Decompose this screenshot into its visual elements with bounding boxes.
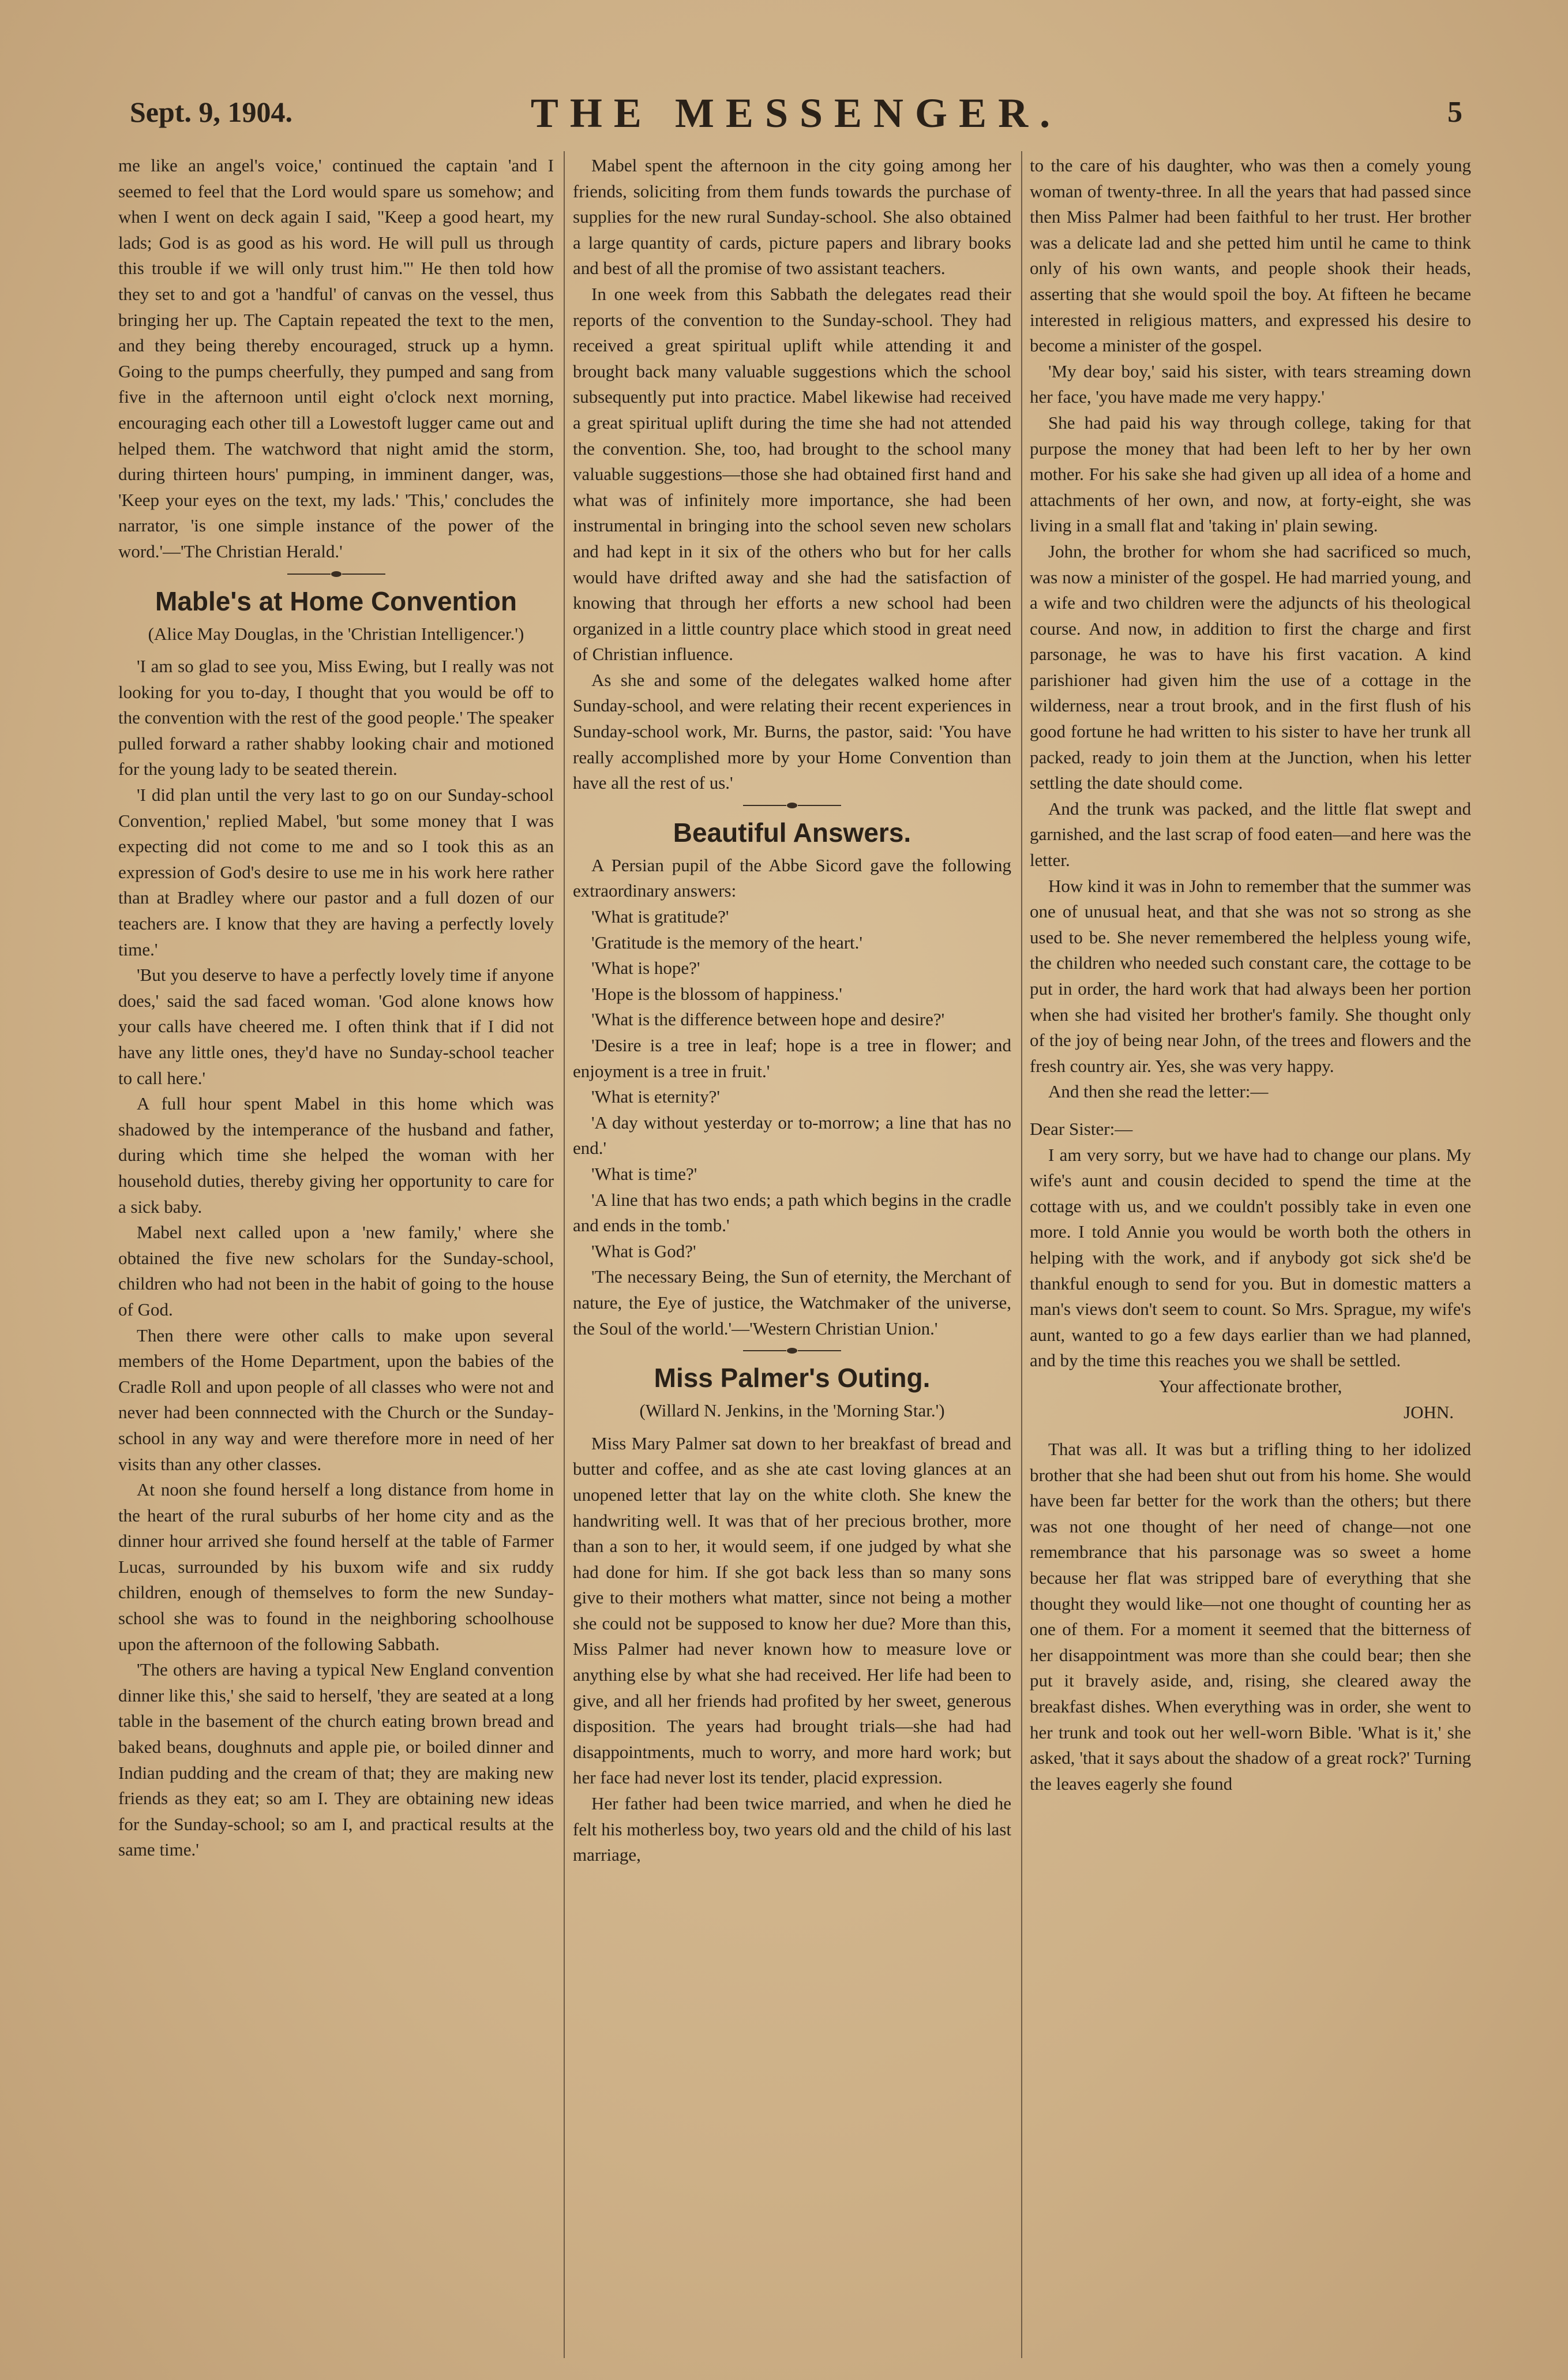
masthead-title: THE MESSENGER. — [530, 90, 1062, 136]
column-1 — [118, 153, 554, 2357]
article-paragraph: And then she read the letter:— — [1048, 1081, 1269, 1102]
article-paragraph: 'But you deserve to have a perfectly lovely time if anyone does,' said the sad faced woman. 'God alone knows how your calls have cheered me. I often think that if I did not have any little ones, they'd have no Sunday-school teacher to call here.' — [118, 965, 554, 1088]
section-divider-ornament — [743, 801, 841, 810]
answer-line: 'What is eternity?' — [591, 1086, 720, 1107]
answer-line: 'What is gratitude?' — [591, 906, 729, 927]
article-paragraph: That was all. It was but a trifling thing to her idolized brother that she had been shut out from his home. She would have been far better for the work than the others; but there was not one thought of her need of change—not one remembrance that his parsonage was so sweet a home because her flat was stripped bare of everything that she thought they would like—not one thought of counting her as one of them. For a moment it seemed that the bitterness of her disappointment was more than she could bear; then she put it bravely aside, and, rising, she cleared away the breakfast dishes. When everything was in order, she went to her trunk and took out her well-worn Bible. 'What is it,' she asked, 'that it says about the shadow of a great rock?' Turning the leaves eagerly she found — [1030, 1439, 1471, 1794]
article-byline: (Willard N. Jenkins, in the 'Morning Star.') — [639, 1400, 945, 1421]
column-rule-right — [1021, 151, 1022, 2358]
article-paragraph: How kind it was in John to remember that the summer was one of unusual heat, and that she was not so strong as she used to be. She never remembered the helpless young wife, the children who needed such constant care, the cottage to be put in order, the hard work that had always been her portion when she had visited her brother's family. She thought only of the joy of being near John, of the trees and flowers and the fresh country air. Yes, she was very happy. — [1030, 875, 1471, 1076]
answer-line: 'The necessary Being, the Sun of eternity, the Merchant of nature, the Eye of justice, the Watchmaker of the universe, the Soul of the world.'—'Western Christian Union.' — [573, 1266, 1011, 1339]
answer-line: 'Desire is a tree in leaf; hope is a tree in flower; and enjoyment is a tree in fruit.' — [573, 1035, 1011, 1081]
answer-line: 'What is time?' — [591, 1163, 697, 1184]
page-number: 5 — [1447, 96, 1462, 129]
article-paragraph: Her father had been twice married, and when he died he felt his motherless boy, two years old and the child of his last marriage, — [573, 1793, 1011, 1865]
article-paragraph: to the care of his daughter, who was then a comely young woman of twenty-three. In all the years that had passed since then Miss Palmer had been faithful to her trust. Her brother was a delicate lad and she petted him until he came to think only of his own wants, and people shook their heads, asserting that she would spoil the boy. At fifteen he became interested in religious matters, and expressed his desire to become a minister of the gospel. — [1030, 155, 1471, 356]
answer-line: 'A line that has two ends; a path which begins in the cradle and ends in the tomb.' — [573, 1189, 1011, 1236]
answer-line: 'Hope is the blossom of happiness.' — [591, 983, 842, 1004]
answers-intro: A Persian pupil of the Abbe Sicord gave the following extraordinary answers: — [573, 854, 1011, 901]
article-paragraph: Mabel spent the afternoon in the city going among her friends, soliciting from them funds towards the purchase of supplies for the new rural Sunday-school. She also obtained a large quantity of cards, picture papers and library books and best of all the promise of two assistant teachers. — [573, 155, 1011, 279]
article-title-beautiful-answers: Beautiful Answers. — [673, 817, 911, 848]
article-byline: (Alice May Douglas, in the 'Christian Intelligencer.') — [148, 623, 524, 644]
article-paragraph: Mabel next called upon a 'new family,' where she obtained the five new scholars for the Sunday-school, children who had not been in the habit of going to the house of God. — [118, 1222, 554, 1320]
article-paragraph: 'The others are having a typical New England convention dinner like this,' she said to herself, 'they are seated at a long table in the basement of the church eating brown bread and baked beans, doughnuts and apple pie, or boiled dinner and Indian pudding and the cream of that; they are making new friends as they eat; so am I. They are obtaining new ideas for the Sunday-school; so am I, and practical results at the same time.' — [118, 1659, 554, 1860]
article-paragraph: Then there were other calls to make upon several members of the Home Department, upon the babies of the Cradle Roll and upon people of all classes who were not and never had been connnected with the Church or the Sunday-school in any way and were therefore more in need of her visits than any other classes. — [118, 1325, 554, 1474]
column-2 — [573, 153, 1011, 2357]
section-divider-ornament — [743, 1346, 841, 1355]
answer-line: 'What is the difference between hope and desire?' — [591, 1009, 945, 1030]
article-paragraph: In one week from this Sabbath the delegates read their reports of the convention to the Sunday-school. They had received a great spiritual uplift while attending it and brought back many valuable suggestions which the school subsequently put into practice. Mabel likewise had received a great spiritual uplift during the time she had not attended the convention. She, too, had brought to the school many valuable suggestions—those she had obtained first hand and what was of infinitely more importance, she had been instrumental in bringing into the school seven new scholars and had kept in it six of the others who but for her calls would have drifted away and she had the satisfaction of knowing that through her efforts a new school had been organized in a little country place which stood in great need of Christian influence. — [573, 283, 1011, 665]
article-paragraph: 'My dear boy,' said his sister, with tears streaming down her face, 'you have made me very happy.' — [1030, 361, 1471, 407]
article-paragraph: Miss Mary Palmer sat down to her breakfast of bread and butter and coffee, and as she ate cast loving glances at an unopened letter that lay on the white cloth. She knew the handwriting well. It was that of her precious brother, more than a son to her, it would seem, if one judged by what she had done for him. If she got back less than so many sons give to their mothers what matter, since not being a mother she could not be supposed to know her due? More than this, Miss Palmer had never known how to measure love or anything else by what she had received. Her life had been to give, and all her friends had profited by her sweet, generous disposition. The years had brought trials—she had had disappointments, much to worry, and more hard work; but her face had never lost its tender, placid expression. — [573, 1433, 1011, 1788]
answer-line: 'What is hope?' — [591, 958, 700, 979]
article-paragraph: As she and some of the delegates walked home after Sunday-school, and were relating their recent experiences in Sunday-school work, Mr. Burns, the pastor, said: 'You have really accomplished more by your Home Convention than have all the rest of us.' — [573, 669, 1011, 793]
section-divider-ornament — [287, 569, 385, 579]
column-rule-left — [564, 151, 565, 2358]
letter-signature: JOHN. — [1404, 1401, 1454, 1422]
page-header — [121, 87, 1471, 150]
article-paragraph: She had paid his way through college, taking for that purpose the money that had been left to her by her own mother. For his sake she had given up all idea of a home and attachments of her own, and now, at forty-eight, she was living in a small flat and 'taking in' plain sewing. — [1030, 412, 1471, 536]
letter-body: I am very sorry, but we have had to change our plans. My wife's aunt and cousin decided to spend the time at the cottage with us, and we couldn't possibly take in even one more. I told Annie you would be worth both the others in helping with the work, and if anybody got sick she'd be thankful enough to send for you. But in domestic matters a man's views don't seem to count. So Mrs. Sprague, my wife's aunt, wanted to go a few days earlier than we had planned, and by the time this reaches you we shall be settled. — [1030, 1144, 1471, 1371]
article-title-miss-palmers-outing: Miss Palmer's Outing. — [654, 1363, 931, 1393]
article-paragraph: 'I did plan until the very last to go on our Sunday-school Convention,' replied Mabel, 'but some money that I was expecting did not come to me and so I took this as an expression of God's desire to use me in his work here rather than at Bradley where our pastor and a full dozen of our teachers are. I know that they are having a perfectly lovely time.' — [118, 785, 554, 960]
article-paragraph: At noon she found herself a long distance from home in the heart of the rural suburbs of her home city and as the dinner hour arrived she found herself at the table of Farmer Lucas, surrounded by his buxom wife and six ruddy children, enough of themselves to form the new Sunday-school she was to found in the neighboring schoolhouse upon the afternoon of the following Sabbath. — [118, 1479, 554, 1654]
answer-line: 'A day without yesterday or to-morrow; a line that has no end.' — [573, 1112, 1011, 1159]
captain-story-paragraph: me like an angel's voice,' continued the captain 'and I seemed to feel that the Lord would spare us somehow; and when I went on deck again I said, "Keep a good heart, my lads; God is as good as his word. He will pull us through this trouble if we will only trust him."' He then told how they set to and got a 'handful' of canvas on the vessel, thus bringing her up. The Captain repeated the text to the men, and they being thereby encouraged, struck up a hymn. Going to the pumps cheerfully, they pumped and sang from five in the afternoon until eight o'clock next morning, encouraging each other till a Lowestoft lugger came out and helped them. The watchword that night amid the storm, during thirteen hours' pumping, in imminent danger, was, 'Keep your eyes on the text, my lads.' 'This,' concludes the narrator, 'is one simple instance of the power of the word.'—'The Christian Herald.' — [118, 155, 554, 561]
article-paragraph: And the trunk was packed, and the little flat swept and garnished, and the last scrap of food eaten—and here was the letter. — [1030, 798, 1471, 871]
article-paragraph: 'I am so glad to see you, Miss Ewing, but I really was not looking for you to-day, I thought that you would be off to the convention with the rest of the good people.' The speaker pulled forward a rather shabby looking chair and motioned for the young lady to be seated therein. — [118, 656, 554, 779]
letter-salutation: Dear Sister:— — [1030, 1118, 1133, 1139]
issue-date: Sept. 9, 1904. — [130, 96, 292, 128]
answer-line: 'What is God?' — [591, 1240, 696, 1261]
column-3 — [1030, 153, 1471, 2357]
article-title-home-convention: Mable's at Home Convention — [155, 586, 517, 616]
article-paragraph: John, the brother for whom she had sacrificed so much, was now a minister of the gospel. He had married young, and a wife and two children were the adjuncts of his theological course. And now, in addition to first the charge and first parsonage, he was to have his first vacation. A kind parishioner had given him the use of a cottage in the wilderness, near a trout brook, and in the first flush of his good fortune he had written to his sister to have her trunk all packed, ready to join them at the Junction, when his letter settling the date should come. — [1030, 541, 1471, 793]
article-paragraph: A full hour spent Mabel in this home which was shadowed by the intemperance of the husband and father, during which time she helped the woman with her household duties, thereby giving her opportunity to care for a sick baby. — [118, 1093, 554, 1217]
answer-line: 'Gratitude is the memory of the heart.' — [591, 932, 862, 953]
letter-closing: Your affectionate brother, — [1158, 1375, 1342, 1396]
